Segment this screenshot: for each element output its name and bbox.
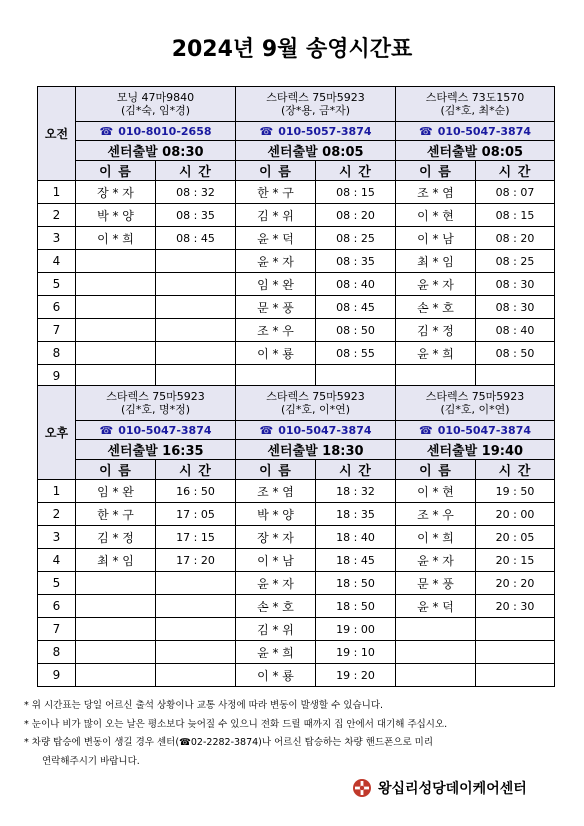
passenger-name: 이 * 희 xyxy=(76,227,156,250)
departure-time: 센터출발 19:40 xyxy=(396,440,555,460)
pickup-time xyxy=(156,342,236,365)
passenger-name xyxy=(76,595,156,618)
pickup-time: 08 : 55 xyxy=(316,342,396,365)
pickup-time: 17 : 05 xyxy=(156,503,236,526)
table-row xyxy=(38,618,555,641)
passenger-name: 윤 * 덕 xyxy=(236,227,316,250)
passenger-name xyxy=(396,664,476,687)
pickup-time: 08 : 35 xyxy=(156,204,236,227)
phone-cell xyxy=(396,122,555,141)
staff-names: (김*호, 명*정) xyxy=(120,403,191,416)
pm-schedule-table xyxy=(37,385,555,687)
pickup-time: 17 : 15 xyxy=(156,526,236,549)
organization-footer xyxy=(352,776,562,800)
pickup-time: 08 : 25 xyxy=(316,227,396,250)
column-header-name: 이 름 xyxy=(76,460,156,480)
pickup-time: 08 : 32 xyxy=(156,181,236,204)
note-line: * 차량 탑승에 변동이 생길 경우 센터(☎02-2282-3874)나 어르신 탑승하는 차량 핸드폰으로 미리 xyxy=(24,737,433,748)
phone-cell xyxy=(76,122,236,141)
table-row xyxy=(38,664,555,687)
departure-time: 센터출발 08:30 xyxy=(76,141,236,161)
pickup-time: 20 : 05 xyxy=(476,526,555,549)
pickup-time: 08 : 30 xyxy=(476,296,555,319)
pm-period-label: 오후 xyxy=(38,386,76,480)
table-row xyxy=(38,342,555,365)
pickup-time: 18 : 50 xyxy=(316,572,396,595)
passenger-name: 윤 * 희 xyxy=(236,641,316,664)
row-number: 8 xyxy=(38,641,76,664)
row-number: 5 xyxy=(38,273,76,296)
vehicle-name: 스타렉스 75마5923 xyxy=(425,390,525,403)
column-header-time: 시 간 xyxy=(156,161,236,181)
passenger-name: 이 * 남 xyxy=(236,549,316,572)
passenger-name: 최 * 임 xyxy=(76,549,156,572)
page-title: 2024년 9월 송영시간표 xyxy=(171,37,413,62)
phone-cell xyxy=(236,421,396,440)
phone-icon: ☎ xyxy=(259,124,274,138)
passenger-name: 이 * 룡 xyxy=(236,342,316,365)
table-row xyxy=(38,503,555,526)
vehicle-cell xyxy=(396,386,555,421)
row-number: 6 xyxy=(38,296,76,319)
row-number: 4 xyxy=(38,250,76,273)
column-header-name: 이 름 xyxy=(236,460,316,480)
passenger-name xyxy=(76,664,156,687)
notes xyxy=(24,697,572,771)
column-header-time: 시 간 xyxy=(156,460,236,480)
table-row xyxy=(38,296,555,319)
column-header-name: 이 름 xyxy=(236,161,316,181)
pickup-time: 08 : 20 xyxy=(316,204,396,227)
passenger-name xyxy=(76,250,156,273)
table-row xyxy=(38,250,555,273)
pickup-time: 17 : 20 xyxy=(156,549,236,572)
pickup-time: 08 : 15 xyxy=(316,181,396,204)
row-number: 8 xyxy=(38,342,76,365)
passenger-name: 이 * 희 xyxy=(396,526,476,549)
row-number: 1 xyxy=(38,181,76,204)
pickup-time xyxy=(156,664,236,687)
row-number: 7 xyxy=(38,618,76,641)
phone-cell xyxy=(396,421,555,440)
table-row xyxy=(38,273,555,296)
phone-icon: ☎ xyxy=(99,124,114,138)
passenger-name: 김 * 정 xyxy=(76,526,156,549)
am-schedule-table xyxy=(37,86,555,388)
phone-number: 010-8010-2658 xyxy=(118,124,212,138)
departure-time: 센터출발 18:30 xyxy=(236,440,396,460)
passenger-name: 문 * 풍 xyxy=(236,296,316,319)
am-period-label: 오전 xyxy=(38,87,76,181)
pickup-time: 20 : 15 xyxy=(476,549,555,572)
vehicle-name: 스타렉스 75마5923 xyxy=(266,390,365,403)
pickup-time: 16 : 50 xyxy=(156,480,236,503)
row-number: 5 xyxy=(38,572,76,595)
table-row xyxy=(38,641,555,664)
phone-number: 010-5047-3874 xyxy=(437,423,532,437)
pickup-time xyxy=(156,250,236,273)
passenger-name xyxy=(76,342,156,365)
passenger-name: 최 * 임 xyxy=(396,250,476,273)
pickup-time xyxy=(156,595,236,618)
phone-icon: ☎ xyxy=(99,423,114,437)
pickup-time: 08 : 40 xyxy=(316,273,396,296)
vehicle-name: 스타렉스 75마5923 xyxy=(106,390,205,403)
staff-names: (김*숙, 임*경) xyxy=(120,104,191,117)
column-header-time: 시 간 xyxy=(316,460,396,480)
passenger-name: 이 * 현 xyxy=(396,480,476,503)
pickup-time: 19 : 20 xyxy=(316,664,396,687)
row-number: 9 xyxy=(38,365,76,388)
passenger-name xyxy=(76,618,156,641)
phone-number: 010-5057-3874 xyxy=(278,124,372,138)
row-number: 2 xyxy=(38,204,76,227)
passenger-name: 손 * 호 xyxy=(396,296,476,319)
pickup-time: 19 : 50 xyxy=(476,480,555,503)
column-header-name: 이 름 xyxy=(396,460,476,480)
passenger-name xyxy=(76,641,156,664)
phone-number: 010-5047-3874 xyxy=(118,423,212,437)
pickup-time: 18 : 45 xyxy=(316,549,396,572)
note-line: 연락해주시기 바랍니다. xyxy=(42,755,140,767)
passenger-name: 조 * 우 xyxy=(396,503,476,526)
vehicle-cell xyxy=(236,386,396,421)
pickup-time xyxy=(476,641,555,664)
organization-name: 왕십리성당데이케어센터 xyxy=(378,781,527,797)
phone-cell xyxy=(76,421,236,440)
pickup-time: 08 : 30 xyxy=(476,273,555,296)
pickup-time: 08 : 35 xyxy=(316,250,396,273)
row-number: 6 xyxy=(38,595,76,618)
pickup-time: 08 : 25 xyxy=(476,250,555,273)
passenger-name: 조 * 염 xyxy=(396,181,476,204)
passenger-name: 박 * 양 xyxy=(236,503,316,526)
passenger-name: 윤 * 자 xyxy=(236,250,316,273)
vehicle-cell xyxy=(76,386,236,421)
passenger-name xyxy=(76,319,156,342)
row-number: 3 xyxy=(38,227,76,250)
table-row xyxy=(38,480,555,503)
pickup-time xyxy=(156,296,236,319)
passenger-name: 임 * 완 xyxy=(76,480,156,503)
passenger-name: 문 * 풍 xyxy=(396,572,476,595)
pickup-time: 08 : 50 xyxy=(476,342,555,365)
pickup-time: 20 : 00 xyxy=(476,503,555,526)
phone-number: 010-5047-3874 xyxy=(437,124,532,138)
passenger-name: 이 * 현 xyxy=(396,204,476,227)
table-row xyxy=(38,319,555,342)
passenger-name: 조 * 우 xyxy=(236,319,316,342)
passenger-name xyxy=(396,618,476,641)
passenger-name: 장 * 자 xyxy=(236,526,316,549)
pickup-time: 08 : 15 xyxy=(476,204,555,227)
row-number: 9 xyxy=(38,664,76,687)
column-header-name: 이 름 xyxy=(396,161,476,181)
column-header-name: 이 름 xyxy=(76,161,156,181)
table-row xyxy=(38,181,555,204)
table-row xyxy=(38,595,555,618)
passenger-name: 박 * 양 xyxy=(76,204,156,227)
passenger-name: 윤 * 자 xyxy=(236,572,316,595)
pickup-time xyxy=(156,572,236,595)
note-line: * 위 시간표는 당일 어르신 출석 상황이나 교통 사정에 따라 변동이 발생할 수 있습니다. xyxy=(24,700,384,711)
passenger-name: 한 * 구 xyxy=(76,503,156,526)
pickup-time: 18 : 35 xyxy=(316,503,396,526)
table-row xyxy=(38,572,555,595)
departure-time: 센터출발 16:35 xyxy=(76,440,236,460)
pickup-time: 18 : 50 xyxy=(316,595,396,618)
passenger-name: 윤 * 덕 xyxy=(396,595,476,618)
pickup-time: 08 : 20 xyxy=(476,227,555,250)
table-row xyxy=(38,227,555,250)
pickup-time: 20 : 20 xyxy=(476,572,555,595)
vehicle-name: 모닝 47마9840 xyxy=(116,91,195,104)
passenger-name xyxy=(76,296,156,319)
staff-names: (김*호, 이*연) xyxy=(440,403,510,416)
passenger-name: 장 * 자 xyxy=(76,181,156,204)
vehicle-name: 스타렉스 73도1570 xyxy=(425,91,525,104)
pickup-time xyxy=(476,664,555,687)
passenger-name: 김 * 정 xyxy=(396,319,476,342)
staff-names: (김*호, 최*순) xyxy=(440,104,510,117)
pickup-time xyxy=(476,618,555,641)
vehicle-cell xyxy=(396,87,555,122)
vehicle-cell xyxy=(236,87,396,122)
row-number: 3 xyxy=(38,526,76,549)
pickup-time: 19 : 10 xyxy=(316,641,396,664)
phone-cell xyxy=(236,122,396,141)
pickup-time: 18 : 32 xyxy=(316,480,396,503)
row-number: 1 xyxy=(38,480,76,503)
pickup-time: 08 : 45 xyxy=(316,296,396,319)
cross-flower-logo-icon xyxy=(352,778,372,798)
pickup-time: 08 : 50 xyxy=(316,319,396,342)
table-row xyxy=(38,526,555,549)
pickup-time: 20 : 30 xyxy=(476,595,555,618)
pickup-time xyxy=(156,618,236,641)
pickup-time: 08 : 45 xyxy=(156,227,236,250)
passenger-name: 한 * 구 xyxy=(236,181,316,204)
table-row xyxy=(38,549,555,572)
passenger-name xyxy=(396,641,476,664)
pickup-time: 08 : 40 xyxy=(476,319,555,342)
passenger-name: 윤 * 희 xyxy=(396,342,476,365)
pickup-time xyxy=(156,641,236,664)
pickup-time: 08 : 07 xyxy=(476,181,555,204)
vehicle-name: 스타렉스 75마5923 xyxy=(266,91,365,104)
departure-time: 센터출발 08:05 xyxy=(396,141,555,161)
column-header-time: 시 간 xyxy=(476,460,555,480)
passenger-name: 윤 * 자 xyxy=(396,549,476,572)
row-number: 4 xyxy=(38,549,76,572)
passenger-name: 손 * 호 xyxy=(236,595,316,618)
passenger-name: 윤 * 자 xyxy=(396,273,476,296)
departure-time: 센터출발 08:05 xyxy=(236,141,396,161)
phone-icon: ☎ xyxy=(259,423,274,437)
row-number: 2 xyxy=(38,503,76,526)
passenger-name: 이 * 룡 xyxy=(236,664,316,687)
phone-icon: ☎ xyxy=(418,423,433,437)
phone-icon: ☎ xyxy=(418,124,433,138)
passenger-name: 조 * 염 xyxy=(236,480,316,503)
pickup-time xyxy=(156,319,236,342)
column-header-time: 시 간 xyxy=(476,161,555,181)
vehicle-cell xyxy=(76,87,236,122)
passenger-name: 김 * 위 xyxy=(236,204,316,227)
passenger-name xyxy=(76,572,156,595)
passenger-name xyxy=(76,273,156,296)
column-header-time: 시 간 xyxy=(316,161,396,181)
table-row xyxy=(38,204,555,227)
phone-number: 010-5047-3874 xyxy=(278,423,372,437)
pickup-time: 19 : 00 xyxy=(316,618,396,641)
passenger-name: 임 * 완 xyxy=(236,273,316,296)
passenger-name: 김 * 위 xyxy=(236,618,316,641)
note-line: * 눈이나 비가 많이 오는 날은 평소보다 늦어질 수 있으니 전화 드릴 때까지 집 안에서 대기해 주십시오. xyxy=(24,718,448,730)
pickup-time: 18 : 40 xyxy=(316,526,396,549)
passenger-name: 이 * 남 xyxy=(396,227,476,250)
pickup-time xyxy=(156,273,236,296)
row-number: 7 xyxy=(38,319,76,342)
staff-names: (장*용, 금*자) xyxy=(280,104,351,117)
staff-names: (김*호, 이*연) xyxy=(280,403,351,416)
